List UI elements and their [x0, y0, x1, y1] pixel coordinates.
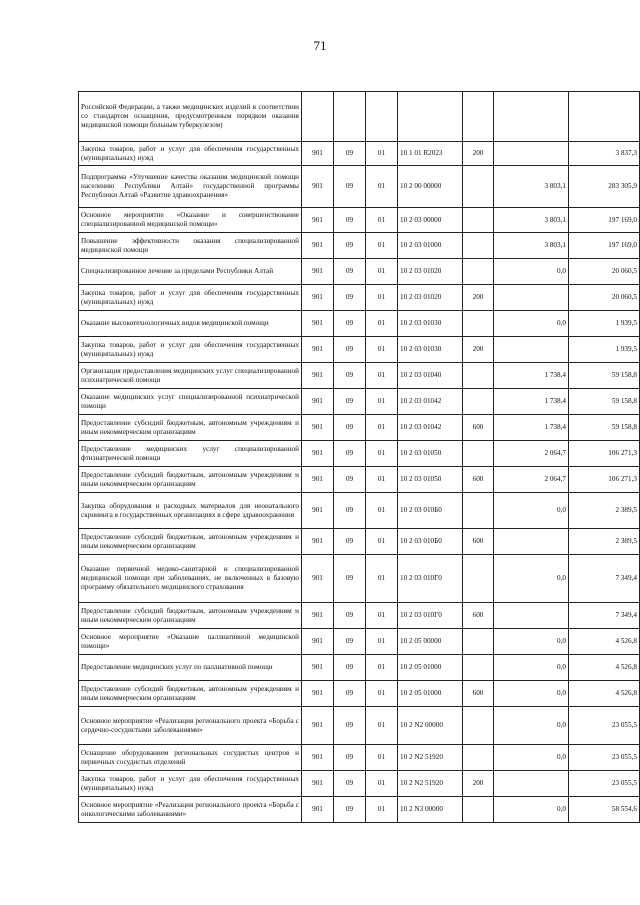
row-name-cell: Основное мероприятие «Оказание паллиативной медицинской помощи»: [79, 629, 302, 655]
page-number: 71: [313, 38, 327, 53]
subsection-code-cell: 01: [366, 441, 398, 467]
target-article-cell: 10 1 01 R2023: [398, 142, 463, 166]
section-code-cell: 09: [334, 389, 366, 415]
amount-1-cell: 0,0: [494, 629, 569, 655]
amount-1-cell: 2 064,7: [494, 467, 569, 493]
subsection-code-cell: 01: [366, 142, 398, 166]
subsection-code-cell: 01: [366, 555, 398, 603]
amount-1-cell: 3 803,1: [494, 166, 569, 208]
amount-2-cell: 106 271,3: [569, 441, 640, 467]
table-row: [79, 233, 640, 259]
target-article-cell: 10 2 03 010Б0: [398, 493, 463, 529]
expense-type-cell: [463, 441, 494, 467]
amount-1-cell: 0,0: [494, 707, 569, 745]
admin-code-cell: 901: [302, 555, 334, 603]
table-row: [79, 745, 640, 771]
expense-type-cell: [463, 797, 494, 823]
subsection-code-cell: 01: [366, 311, 398, 337]
table-row: [79, 797, 640, 823]
amount-1-cell: [494, 603, 569, 629]
amount-2-cell: 4 526,8: [569, 681, 640, 707]
row-name-cell: Предоставление субсидий бюджетным, автономным учреждениям и иным некоммерческим организациям: [79, 603, 302, 629]
subsection-code-cell: 01: [366, 529, 398, 555]
target-article-cell: 10 2 03 01000: [398, 233, 463, 259]
budget-table: [78, 91, 640, 823]
amount-2-cell: 20 060,5: [569, 259, 640, 285]
subsection-code-cell: 01: [366, 603, 398, 629]
expense-type-cell: [463, 629, 494, 655]
section-code-cell: 09: [334, 529, 366, 555]
table-row: [79, 555, 640, 603]
amount-1-cell: [494, 92, 569, 142]
admin-code-cell: 901: [302, 797, 334, 823]
row-name-cell: Основное мероприятие «Оказание и совершенствование специализированной медицинской помощи»: [79, 208, 302, 233]
row-name-cell: Оснащение оборудованием региональных сосудистых центров и первичных сосудистых отделений: [79, 745, 302, 771]
subsection-code-cell: 01: [366, 467, 398, 493]
admin-code-cell: 901: [302, 415, 334, 441]
section-code-cell: 09: [334, 337, 366, 363]
table-row: [79, 142, 640, 166]
section-code-cell: 09: [334, 166, 366, 208]
table-row: [79, 629, 640, 655]
admin-code-cell: 901: [302, 771, 334, 797]
amount-2-cell: 3 837,3: [569, 142, 640, 166]
amount-1-cell: 1 738,4: [494, 363, 569, 389]
expense-type-cell: 200: [463, 337, 494, 363]
section-code-cell: 09: [334, 311, 366, 337]
row-name-cell: Закупка товаров, работ и услуг для обеспечения государственных (муниципальных) нужд: [79, 142, 302, 166]
section-code-cell: 09: [334, 655, 366, 681]
table-row: [79, 603, 640, 629]
target-article-cell: 10 2 05 00000: [398, 629, 463, 655]
expense-type-cell: 600: [463, 681, 494, 707]
table-row: [79, 655, 640, 681]
table-row: [79, 681, 640, 707]
section-code-cell: 09: [334, 259, 366, 285]
subsection-code-cell: 01: [366, 259, 398, 285]
target-article-cell: 10 2 05 01000: [398, 655, 463, 681]
expense-type-cell: 200: [463, 285, 494, 311]
target-article-cell: 10 2 03 010Б0: [398, 529, 463, 555]
expense-type-cell: [463, 233, 494, 259]
row-name-cell: Предоставление субсидий бюджетным, автономным учреждениям и иным некоммерческим организациям: [79, 681, 302, 707]
amount-2-cell: 58 554,6: [569, 797, 640, 823]
amount-1-cell: 0,0: [494, 681, 569, 707]
table-row: [79, 337, 640, 363]
expense-type-cell: [463, 311, 494, 337]
section-code-cell: 09: [334, 415, 366, 441]
expense-type-cell: 600: [463, 529, 494, 555]
section-code-cell: 09: [334, 441, 366, 467]
section-code-cell: 09: [334, 629, 366, 655]
amount-2-cell: 1 939,5: [569, 337, 640, 363]
expense-type-cell: [463, 92, 494, 142]
subsection-code-cell: 01: [366, 166, 398, 208]
expense-type-cell: 200: [463, 771, 494, 797]
admin-code-cell: 901: [302, 441, 334, 467]
subsection-code-cell: 01: [366, 363, 398, 389]
row-name-cell: Предоставление медицинских услуг специализированной фтизиатрической помощи: [79, 441, 302, 467]
target-article-cell: 10 2 03 010Г0: [398, 603, 463, 629]
target-article-cell: 10 2 N3 00000: [398, 797, 463, 823]
table-row: [79, 208, 640, 233]
amount-1-cell: 1 738,4: [494, 389, 569, 415]
budget-table-body: [79, 92, 640, 823]
amount-1-cell: 0,0: [494, 493, 569, 529]
amount-2-cell: 59 158,8: [569, 363, 640, 389]
amount-2-cell: 197 169,0: [569, 208, 640, 233]
expense-type-cell: [463, 389, 494, 415]
amount-2-cell: 1 939,5: [569, 311, 640, 337]
admin-code-cell: 901: [302, 389, 334, 415]
amount-1-cell: 0,0: [494, 555, 569, 603]
expense-type-cell: 200: [463, 142, 494, 166]
amount-2-cell: 59 158,8: [569, 415, 640, 441]
expense-type-cell: [463, 259, 494, 285]
admin-code-cell: 901: [302, 337, 334, 363]
section-code-cell: [334, 92, 366, 142]
admin-code-cell: 901: [302, 259, 334, 285]
table-row: [79, 389, 640, 415]
admin-code-cell: 901: [302, 363, 334, 389]
subsection-code-cell: 01: [366, 655, 398, 681]
table-row: [79, 771, 640, 797]
expense-type-cell: [463, 208, 494, 233]
amount-2-cell: 23 055,5: [569, 707, 640, 745]
row-name-cell: Специализированное лечение за пределами Республики Алтай: [79, 259, 302, 285]
expense-type-cell: [463, 166, 494, 208]
section-code-cell: 09: [334, 467, 366, 493]
table-row: [79, 415, 640, 441]
target-article-cell: 10 2 03 010Г0: [398, 555, 463, 603]
table-row: [79, 92, 640, 142]
amount-1-cell: 3 803,1: [494, 233, 569, 259]
amount-2-cell: 4 526,8: [569, 629, 640, 655]
row-name-cell: Оказание высокотехнологичных видов медицинской помощи: [79, 311, 302, 337]
admin-code-cell: 901: [302, 493, 334, 529]
target-article-cell: 10 2 03 01050: [398, 467, 463, 493]
amount-1-cell: 0,0: [494, 745, 569, 771]
row-name-cell: Оказание первичной медико-санитарной и специализированной медицинской помощи при заболеваниях, не включенных в базовую программу обязательного медицинского страхования: [79, 555, 302, 603]
admin-code-cell: 901: [302, 233, 334, 259]
section-code-cell: 09: [334, 603, 366, 629]
admin-code-cell: 901: [302, 745, 334, 771]
target-article-cell: 10 2 03 01020: [398, 285, 463, 311]
subsection-code-cell: 01: [366, 707, 398, 745]
amount-2-cell: 2 389,5: [569, 493, 640, 529]
admin-code-cell: 901: [302, 142, 334, 166]
row-name-cell: Подпрограмма «Улучшение качества оказания медицинской помощи населению Республики Алтай» государственной программы Республики Алтай «Развитие здравоохранения»: [79, 166, 302, 208]
table-row: [79, 441, 640, 467]
table-row: [79, 166, 640, 208]
admin-code-cell: 901: [302, 681, 334, 707]
row-name-cell: Закупка товаров, работ и услуг для обеспечения государственных (муниципальных) нужд: [79, 337, 302, 363]
amount-2-cell: 7 349,4: [569, 603, 640, 629]
target-article-cell: 10 2 03 00000: [398, 208, 463, 233]
expense-type-cell: 600: [463, 415, 494, 441]
subsection-code-cell: 01: [366, 681, 398, 707]
row-name-cell: Закупка товаров, работ и услуг для обеспечения государственных (муниципальных) нужд: [79, 771, 302, 797]
subsection-code-cell: 01: [366, 771, 398, 797]
target-article-cell: 10 2 N2 51920: [398, 771, 463, 797]
amount-2-cell: 106 271,3: [569, 467, 640, 493]
section-code-cell: 09: [334, 555, 366, 603]
row-name-cell: Оказание медицинских услуг специализированной психиатрической помощи: [79, 389, 302, 415]
admin-code-cell: 901: [302, 311, 334, 337]
row-name-cell: Предоставление субсидий бюджетным, автономным учреждениям и иным некоммерческим организациям: [79, 529, 302, 555]
admin-code-cell: 901: [302, 655, 334, 681]
amount-2-cell: 283 305,9: [569, 166, 640, 208]
expense-type-cell: 600: [463, 603, 494, 629]
subsection-code-cell: [366, 92, 398, 142]
expense-type-cell: [463, 707, 494, 745]
table-row: [79, 467, 640, 493]
admin-code-cell: [302, 92, 334, 142]
admin-code-cell: 901: [302, 467, 334, 493]
expense-type-cell: 600: [463, 467, 494, 493]
amount-1-cell: 3 803,1: [494, 208, 569, 233]
subsection-code-cell: 01: [366, 745, 398, 771]
amount-1-cell: 0,0: [494, 259, 569, 285]
section-code-cell: 09: [334, 285, 366, 311]
subsection-code-cell: 01: [366, 208, 398, 233]
target-article-cell: 10 2 03 01030: [398, 311, 463, 337]
amount-2-cell: 20 060,5: [569, 285, 640, 311]
row-name-cell: Предоставление субсидий бюджетным, автономным учреждениям и иным некоммерческим организациям: [79, 415, 302, 441]
amount-2-cell: 197 169,0: [569, 233, 640, 259]
section-code-cell: 09: [334, 233, 366, 259]
amount-1-cell: [494, 337, 569, 363]
amount-1-cell: 0,0: [494, 655, 569, 681]
table-row: [79, 529, 640, 555]
target-article-cell: [398, 92, 463, 142]
target-article-cell: 10 2 03 01042: [398, 415, 463, 441]
section-code-cell: 09: [334, 208, 366, 233]
expense-type-cell: [463, 493, 494, 529]
target-article-cell: 10 2 03 01020: [398, 259, 463, 285]
section-code-cell: 09: [334, 493, 366, 529]
admin-code-cell: 901: [302, 707, 334, 745]
amount-2-cell: 23 055,5: [569, 771, 640, 797]
section-code-cell: 09: [334, 707, 366, 745]
subsection-code-cell: 01: [366, 233, 398, 259]
amount-1-cell: 0,0: [494, 797, 569, 823]
subsection-code-cell: 01: [366, 285, 398, 311]
row-name-cell: Повышение эффективности оказания специализированной медицинской помощи: [79, 233, 302, 259]
table-row: [79, 311, 640, 337]
table-row: [79, 493, 640, 529]
section-code-cell: 09: [334, 681, 366, 707]
subsection-code-cell: 01: [366, 629, 398, 655]
target-article-cell: 10 2 00 00000: [398, 166, 463, 208]
amount-2-cell: 23 055,5: [569, 745, 640, 771]
row-name-cell: Основное мероприятие «Реализация регионального проекта «Борьба с сердечно-сосудистыми заболеваниями»: [79, 707, 302, 745]
row-name-cell: Предоставление медицинских услуг по паллиативной помощи: [79, 655, 302, 681]
target-article-cell: 10 2 03 01040: [398, 363, 463, 389]
amount-1-cell: 1 738,4: [494, 415, 569, 441]
amount-1-cell: [494, 142, 569, 166]
target-article-cell: 10 2 N2 00000: [398, 707, 463, 745]
table-row: [79, 259, 640, 285]
admin-code-cell: 901: [302, 285, 334, 311]
row-name-cell: Российской Федерации, а также медицинских изделий в соответствии со стандартом оснащения, предусмотренным порядком оказания медицинской помощи больным туберкулезом): [79, 92, 302, 142]
row-name-cell: Закупка товаров, работ и услуг для обеспечения государственных (муниципальных) нужд: [79, 285, 302, 311]
target-article-cell: 10 2 03 01042: [398, 389, 463, 415]
subsection-code-cell: 01: [366, 337, 398, 363]
expense-type-cell: [463, 655, 494, 681]
admin-code-cell: 901: [302, 166, 334, 208]
target-article-cell: 10 2 03 01030: [398, 337, 463, 363]
target-article-cell: 10 2 03 01050: [398, 441, 463, 467]
amount-2-cell: 2 389,5: [569, 529, 640, 555]
subsection-code-cell: 01: [366, 389, 398, 415]
row-name-cell: Основное мероприятие «Реализация регионального проекта «Борьба с онкологическими заболеваниями»: [79, 797, 302, 823]
amount-1-cell: 0,0: [494, 311, 569, 337]
row-name-cell: Закупка оборудования и расходных материалов для неонатального скрининга в государственных организациях в сфере здравоохранения: [79, 493, 302, 529]
expense-type-cell: [463, 555, 494, 603]
admin-code-cell: 901: [302, 529, 334, 555]
row-name-cell: Организация предоставления медицинских услуг специализированной психиатрической помощи: [79, 363, 302, 389]
subsection-code-cell: 01: [366, 797, 398, 823]
section-code-cell: 09: [334, 797, 366, 823]
table-row: [79, 363, 640, 389]
admin-code-cell: 901: [302, 603, 334, 629]
amount-1-cell: [494, 529, 569, 555]
target-article-cell: 10 2 N2 51920: [398, 745, 463, 771]
expense-type-cell: [463, 745, 494, 771]
admin-code-cell: 901: [302, 208, 334, 233]
section-code-cell: 09: [334, 745, 366, 771]
section-code-cell: 09: [334, 363, 366, 389]
target-article-cell: 10 2 05 01000: [398, 681, 463, 707]
amount-2-cell: 59 158,8: [569, 389, 640, 415]
subsection-code-cell: 01: [366, 415, 398, 441]
amount-1-cell: [494, 771, 569, 797]
amount-1-cell: [494, 285, 569, 311]
row-name-cell: Предоставление субсидий бюджетным, автономным учреждениям и иным некоммерческим организациям: [79, 467, 302, 493]
table-row: [79, 285, 640, 311]
amount-2-cell: 7 349,4: [569, 555, 640, 603]
amount-2-cell: [569, 92, 640, 142]
admin-code-cell: 901: [302, 629, 334, 655]
section-code-cell: 09: [334, 771, 366, 797]
amount-2-cell: 4 526,8: [569, 655, 640, 681]
amount-1-cell: 2 064,7: [494, 441, 569, 467]
table-row: [79, 707, 640, 745]
expense-type-cell: [463, 363, 494, 389]
section-code-cell: 09: [334, 142, 366, 166]
subsection-code-cell: 01: [366, 493, 398, 529]
